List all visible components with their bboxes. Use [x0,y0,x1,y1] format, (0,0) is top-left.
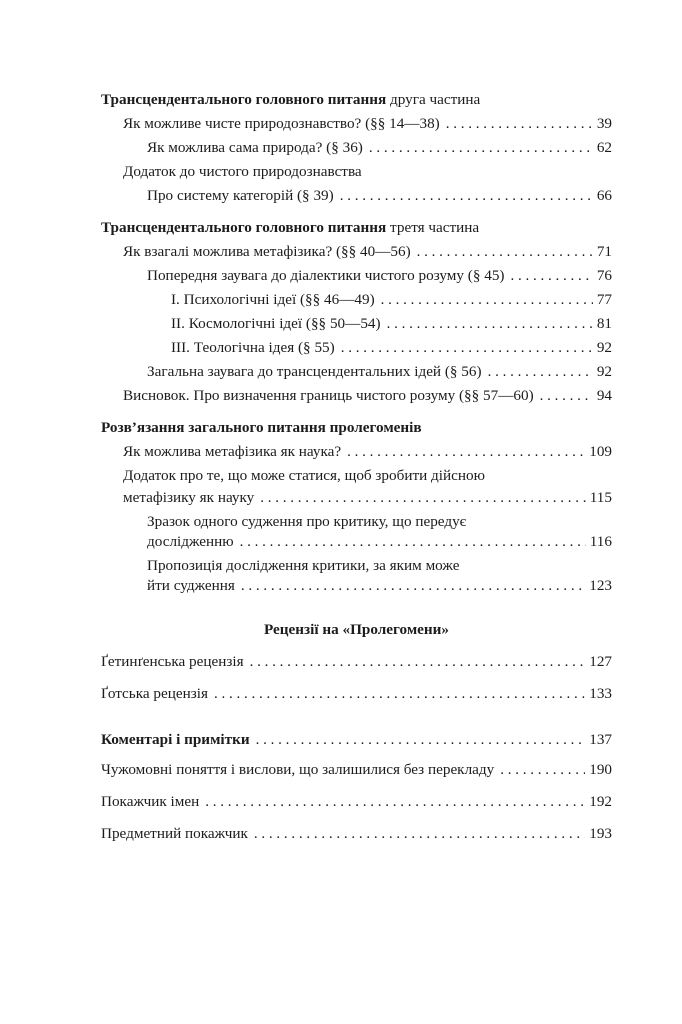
leader-dots [260,488,586,508]
entry-page: 116 [589,533,612,550]
leader-dots [254,824,585,844]
entry-title: Висновок. Про визначення границь чистого розуму (§§ 57—60) [123,387,534,404]
entry-title: Загальна заувага до трансцендентальних ідей (§ 56) [147,363,482,380]
heading-bold: Розв’язання загального питання пролегоменів [101,419,422,436]
leader-dots [387,314,593,334]
leader-dots [256,730,586,750]
entry-title: Покажчик імен [101,793,200,810]
entry-title: Зразок одного судження про критику, що передує [147,513,467,530]
reviews-heading: Рецензії на «Пролегомени» [263,621,450,638]
toc-entry[interactable] [123,242,612,262]
toc-entry[interactable] [147,512,612,532]
entry-page: 76 [596,267,612,284]
entry-title: Як можливе чисте природознавство? (§§ 14—38) [123,115,440,132]
toc-entry[interactable] [123,488,612,508]
leader-dots [214,684,585,704]
toc-entry[interactable] [123,114,612,134]
entry-title: Про систему категорій (§ 39) [147,187,334,204]
leader-dots [381,290,593,310]
section-heading [101,90,612,110]
entry-page: 62 [596,139,612,156]
entry-title: дослідженню [147,533,234,550]
entry-title: Додаток про те, що може статися, щоб зробити дійсною [123,467,485,484]
entry-page: 66 [596,187,612,204]
entry-page: 39 [596,115,612,132]
toc-entry[interactable] [101,684,612,704]
entry-page: 115 [589,489,612,506]
leader-dots [540,386,593,406]
leader-dots [240,532,586,552]
heading-bold: Трансцендентального головного питання [101,219,387,236]
entry-page: 92 [596,363,612,380]
toc-entry[interactable] [123,442,612,462]
leader-dots [241,576,585,596]
entry-page: 77 [596,291,612,308]
leader-dots [369,138,593,158]
entry-page: 133 [589,685,612,702]
entry-title: Як взагалі можлива метафізика? (§§ 40—56) [123,243,411,260]
entry-title: I. Психологічні ідеї (§§ 46—49) [171,291,375,308]
section-heading [101,418,612,438]
leader-dots [488,362,593,382]
entry-title: йти судження [147,577,235,594]
heading-rest: друга частина [386,91,481,108]
entry-page: 192 [589,793,612,810]
leader-dots [250,652,586,672]
toc-entry[interactable] [147,266,612,286]
toc-entry[interactable] [147,532,612,552]
entry-title: Коментарі і примітки [101,731,250,748]
entry-page: 109 [589,443,612,460]
entry-page: 190 [589,761,612,778]
toc-entry[interactable] [101,730,612,750]
leader-dots [417,242,593,262]
toc-entry[interactable] [101,792,612,812]
entry-page: 193 [589,825,612,842]
toc-entry[interactable] [123,466,612,486]
toc-entry[interactable] [147,362,612,382]
toc-entry[interactable] [101,824,612,844]
entry-title: Попередня заувага до діалектики чистого розуму (§ 45) [147,267,505,284]
entry-page: 71 [596,243,612,260]
entry-title: Як можлива сама природа? (§ 36) [147,139,363,156]
toc-entry[interactable] [147,556,612,576]
entry-title: Додаток до чистого природознавства [123,163,362,180]
entry-title: Чужомовні поняття і вислови, що залишилися без перекладу [101,761,495,778]
entry-page: 123 [589,577,612,594]
entry-title: III. Теологічна ідея (§ 55) [171,339,335,356]
toc-entry[interactable] [171,314,612,334]
leader-dots [510,266,592,286]
leader-dots [446,114,593,134]
entry-title: Ґотська рецензія [101,685,208,702]
section-heading [101,218,612,238]
entry-title: Ґетинґенська рецензія [101,653,244,670]
toc-entry[interactable] [101,652,612,672]
toc-entry[interactable] [147,576,612,596]
entry-title: метафізику як науку [123,489,255,506]
leader-dots [341,338,593,358]
entry-page: 94 [596,387,612,404]
toc-entry[interactable] [147,138,612,158]
entry-page: 92 [596,339,612,356]
toc-entry[interactable] [171,338,612,358]
toc-entry[interactable] [123,162,612,182]
heading-rest: третя частина [386,219,480,236]
entry-title: Пропозиція дослідження критики, за яким може [147,557,460,574]
toc-entry[interactable] [101,760,612,780]
entry-page: 81 [596,315,612,332]
leader-dots [347,442,585,462]
entry-page: 127 [589,653,612,670]
leader-dots [500,760,585,780]
heading-bold: Трансцендентального головного питання [101,91,387,108]
toc-entry[interactable] [171,290,612,310]
entry-page: 137 [589,731,612,748]
entry-title: Предметний покажчик [101,825,248,842]
entry-title: II. Космологічні ідеї (§§ 50—54) [171,315,381,332]
toc-entry[interactable] [123,386,612,406]
toc-entry[interactable] [147,186,612,206]
leader-dots [340,186,593,206]
entry-title: Як можлива метафізика як наука? [123,443,342,460]
leader-dots [205,792,585,812]
